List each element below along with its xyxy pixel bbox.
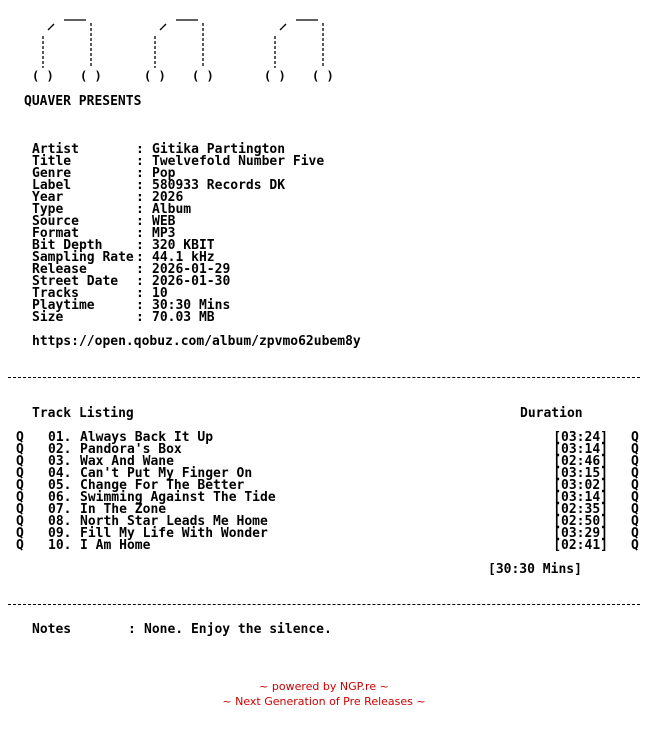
track-marker-right: Q [631, 526, 639, 541]
track-marker-left: Q [16, 442, 24, 457]
track-marker-left: Q [16, 466, 24, 481]
track-marker-left: Q [16, 490, 24, 505]
info-key: Playtime [32, 298, 95, 313]
info-colon: : [136, 166, 144, 181]
track-marker-right: Q [631, 514, 639, 529]
info-value: 2026-01-29 [152, 262, 231, 277]
track-title: Always Back It Up [80, 430, 214, 445]
svg-text:( ): ( ) [144, 69, 166, 83]
track-marker-left: Q [16, 526, 24, 541]
info-key: Format [32, 226, 79, 241]
info-key: Type [32, 202, 64, 217]
svg-text:( ): ( ) [312, 69, 334, 83]
track-title: North Star Leads Me Home [80, 514, 268, 529]
track-duration: [02:46] [553, 454, 608, 469]
track-marker-left: Q [16, 514, 24, 529]
track-duration: [03:15] [553, 466, 608, 481]
divider [8, 377, 640, 378]
track-title: Swimming Against The Tide [80, 490, 276, 505]
track-title: Change For The Better [80, 478, 245, 493]
track-number: 10. [48, 538, 72, 553]
info-colon: : [136, 250, 144, 265]
info-colon: : [136, 178, 144, 193]
info-value: WEB [152, 214, 176, 229]
track-number: 04. [48, 466, 72, 481]
info-key: Street Date [32, 274, 119, 289]
info-key: Bit Depth [32, 238, 103, 253]
info-key: Title [32, 154, 72, 169]
track-number: 08. [48, 514, 72, 529]
divider [8, 604, 640, 605]
total-playtime: [30:30 Mins] [488, 562, 582, 577]
track-duration: [02:41] [553, 538, 608, 553]
track-marker-left: Q [16, 430, 24, 445]
info-value: Twelvefold Number Five [152, 154, 325, 169]
track-marker-right: Q [631, 442, 639, 457]
info-colon: : [136, 262, 144, 277]
track-title: Fill My Life With Wonder [80, 526, 268, 541]
track-number: 05. [48, 478, 72, 493]
info-value: 580933 Records DK [152, 178, 286, 193]
info-value: Album [152, 202, 192, 217]
track-row [0, 540, 648, 552]
quaver-note-3 [264, 20, 334, 83]
info-value: 2026-01-30 [152, 274, 231, 289]
info-key: Tracks [32, 286, 79, 301]
presents-heading: QUAVER PRESENTS [24, 94, 142, 109]
info-key: Release [32, 262, 87, 277]
notes-value: None. Enjoy the silence. [144, 622, 332, 637]
track-title: Can't Put My Finger On [80, 466, 253, 481]
track-marker-left: Q [16, 454, 24, 469]
info-value: 320 KBIT [152, 238, 215, 253]
track-marker-left: Q [16, 478, 24, 493]
track-marker-right: Q [631, 430, 639, 445]
track-title: Pandora's Box [80, 442, 182, 457]
info-value: 70.03 MB [152, 310, 215, 325]
duration-heading: Duration [520, 406, 583, 421]
info-colon: : [136, 274, 144, 289]
track-duration: [03:14] [553, 442, 608, 457]
info-value: Pop [152, 166, 176, 181]
svg-text:( ): ( ) [32, 69, 54, 83]
svg-text:( ): ( ) [192, 69, 214, 83]
track-duration: [03:02] [553, 478, 608, 493]
svg-text:( ): ( ) [80, 69, 102, 83]
info-value: 44.1 kHz [152, 250, 215, 265]
info-value: 2026 [152, 190, 184, 205]
track-marker-right: Q [631, 490, 639, 505]
info-key: Artist [32, 142, 79, 157]
track-marker-left: Q [16, 502, 24, 517]
info-key: Label [32, 178, 72, 193]
track-title: In The Zone [80, 502, 167, 517]
info-key: Source [32, 214, 79, 229]
info-colon: : [136, 142, 144, 157]
track-number: 02. [48, 442, 72, 457]
track-title: Wax And Wane [80, 454, 174, 469]
info-colon: : [136, 310, 144, 325]
info-key: Genre [32, 166, 72, 181]
track-number: 01. [48, 430, 72, 445]
info-colon: : [136, 190, 144, 205]
info-value: Gitika Partington [152, 142, 286, 157]
track-duration: [03:24] [553, 430, 608, 445]
track-duration: [03:14] [553, 490, 608, 505]
info-colon: : [136, 298, 144, 313]
track-marker-right: Q [631, 502, 639, 517]
info-key: Sampling Rate [32, 250, 134, 265]
track-number: 09. [48, 526, 72, 541]
notes-key: Notes [32, 622, 72, 637]
track-marker-right: Q [631, 454, 639, 469]
info-key: Year [32, 190, 64, 205]
info-colon: : [136, 286, 144, 301]
track-number: 06. [48, 490, 72, 505]
info-value: 30:30 Mins [152, 298, 231, 313]
info-colon: : [136, 154, 144, 169]
track-title: I Am Home [80, 538, 151, 553]
album-url[interactable]: https://open.qobuz.com/album/zpvmo62ubem8y [32, 334, 361, 349]
notes-colon: : [128, 622, 136, 637]
quaver-notes-art [24, 10, 344, 86]
track-marker-right: Q [631, 538, 639, 553]
track-number: 03. [48, 454, 72, 469]
track-duration: [03:29] [553, 526, 608, 541]
track-marker-right: Q [631, 478, 639, 493]
info-colon: : [136, 226, 144, 241]
svg-text:( ): ( ) [264, 69, 286, 83]
info-colon: : [136, 238, 144, 253]
footer-tagline: ~ Next Generation of Pre Releases ~ [222, 695, 426, 708]
info-colon: : [136, 202, 144, 217]
quaver-note-2 [144, 20, 214, 83]
track-duration: [02:35] [553, 502, 608, 517]
track-number: 07. [48, 502, 72, 517]
info-colon: : [136, 214, 144, 229]
track-marker-left: Q [16, 538, 24, 553]
info-value: 10 [152, 286, 168, 301]
quaver-note-1 [32, 20, 102, 83]
track-marker-right: Q [631, 466, 639, 481]
info-key: Size [32, 310, 64, 325]
track-duration: [02:50] [553, 514, 608, 529]
track-listing-heading: Track Listing [32, 406, 134, 421]
info-value: MP3 [152, 226, 176, 241]
footer-powered-by: ~ powered by NGP.re ~ [259, 680, 389, 693]
